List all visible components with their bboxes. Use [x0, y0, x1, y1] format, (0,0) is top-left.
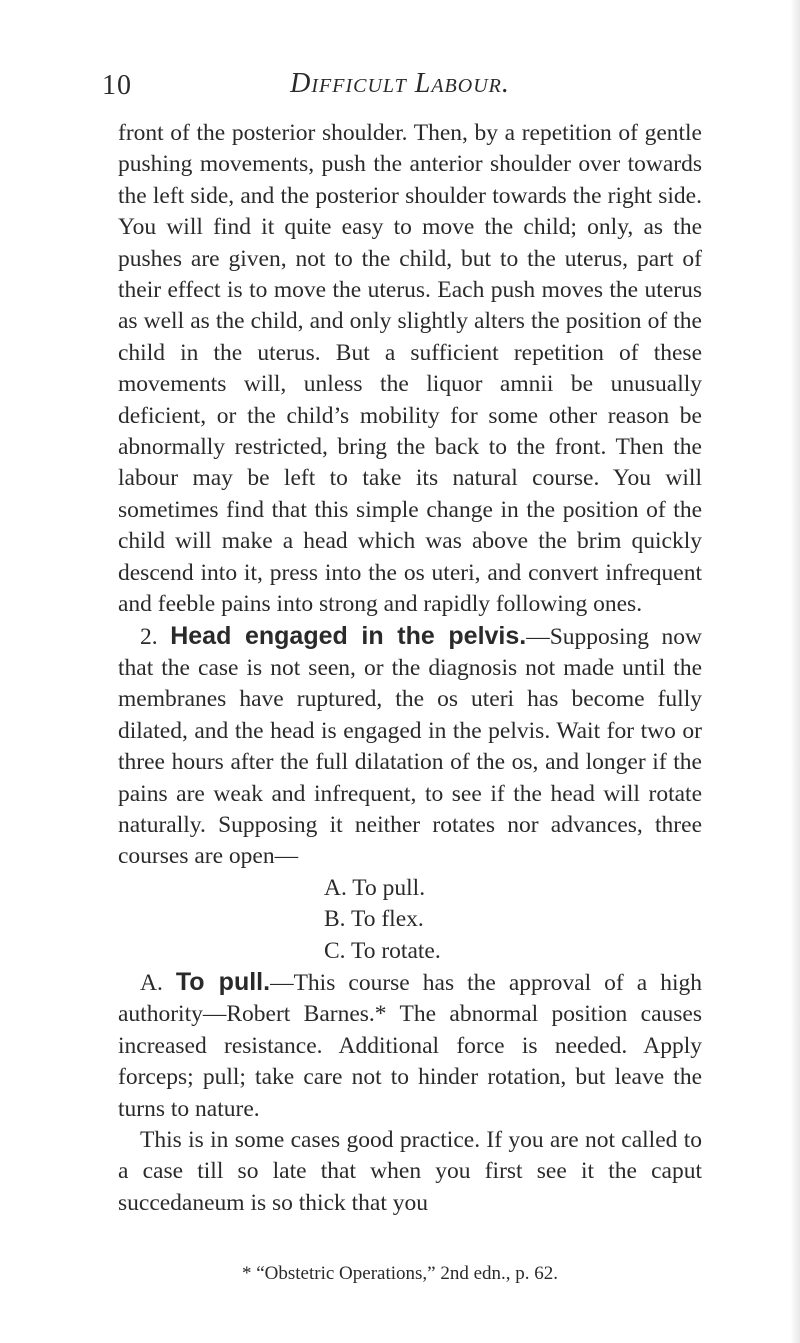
subsection-heading: To pull. [175, 967, 271, 996]
subsection-text: —This course has the approval of a high authority—Robert Barnes.* The abnormal position causes increased resistance. Additional force is needed. Apply forceps; pull; take care not to hinder rotation, but leave the turns to nature. [118, 969, 702, 1122]
section-to-pull [118, 967, 702, 1125]
page-edge-shadow [790, 0, 800, 1343]
section-head-engaged [118, 621, 702, 873]
section-text: —Supposing now that the case is not seen, or the diagnosis not made until the membranes have ruptured, the os uteri has become fully dilated, and the head is engaged in the pelvis. Wait for two or three hours after the full dilatation of the os, and longer if the pains are weak and infrequent, to see if the head will rotate naturally. Supposing it neither rotates nor advances, three courses are open— [118, 623, 703, 870]
course-item: A. To pull. [324, 874, 426, 901]
course-item: B. To flex. [324, 906, 424, 933]
body-text [118, 118, 702, 1219]
footnote: * “Obstetric Operations,” 2nd edn., p. 62. [241, 1263, 559, 1284]
page-number: 10 [102, 70, 132, 101]
section-number: 2. [140, 623, 171, 650]
section-heading: Head engaged in the pelvis. [170, 621, 527, 650]
course-item: C. To rotate. [324, 937, 441, 964]
paragraph-practice: This is in some cases good practice. If you are not called to a case till so late that when you first see it the caput succedaneum is so thick that you [118, 1127, 702, 1216]
courses-list [118, 873, 702, 967]
subsection-letter: A. [140, 969, 176, 996]
running-title: Difficult Labour. [290, 68, 510, 99]
paragraph-continuation: front of the posterior shoulder. Then, by a repetition of gentle pushing movements, push the anterior shoulder over towards the left side, and the posterior shoulder towards the right side. You will find it quite easy to move the child; only, as the pushes are given, not to the child, but to the uterus, part of their effect is to move the uterus. Each push moves the uterus as well as the child, and only slightly alters the position of the child in the uterus. But a sufficient repetition of these movements will, unless the liquor amnii be unusually deficient, or the child’s mobility for some other reason be abnormally restricted, bring the back to the front. Then the labour may be left to take its natural course. You will sometimes find that this simple change in the position of the child will make a head which was above the brim quickly descend into it, press into the os uteri, and convert infrequent and feeble pains into strong and rapidly following ones. [118, 120, 702, 618]
